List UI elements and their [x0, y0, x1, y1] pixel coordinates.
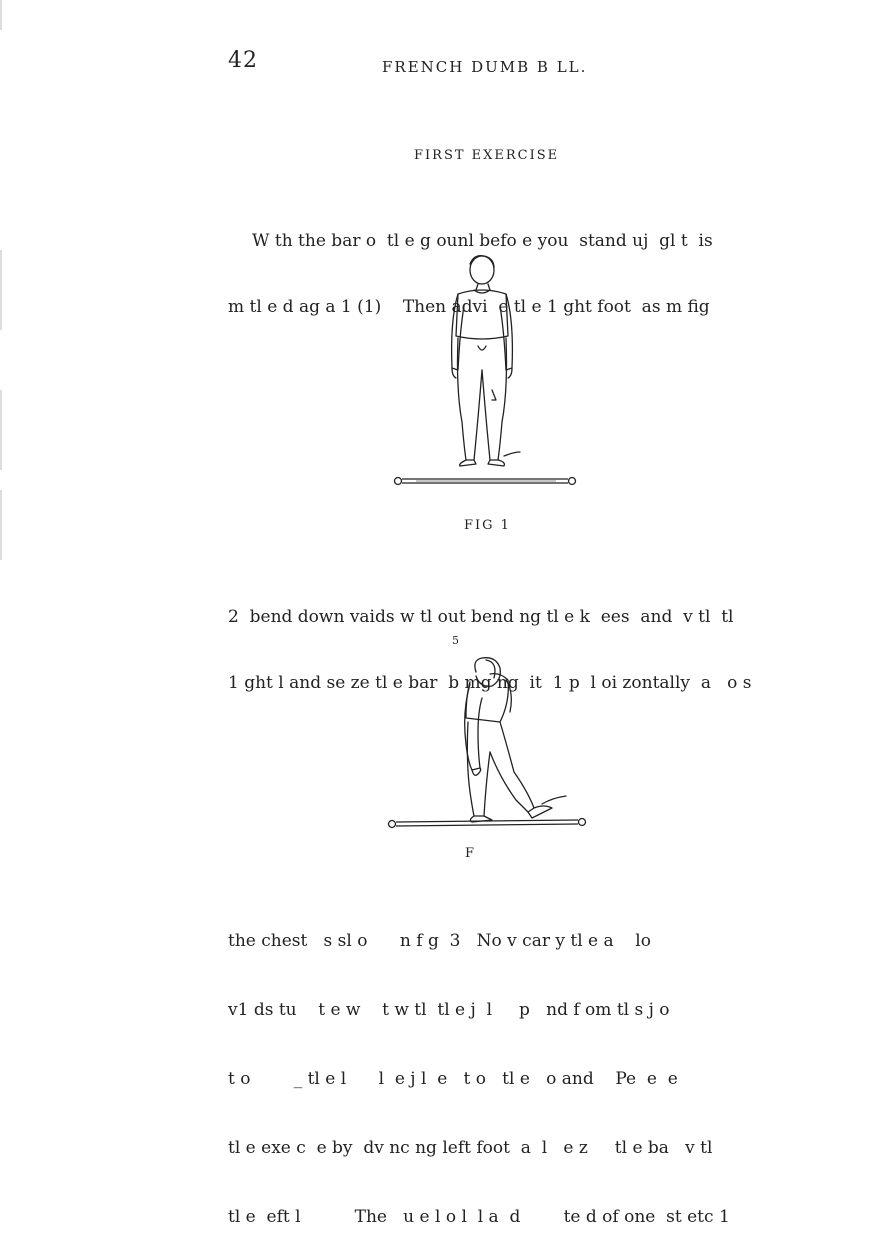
paragraph-chest	[228, 884, 768, 1252]
figure-caption: F	[465, 846, 477, 861]
paragraph-line: v1 ds tu t e w t w tl tl e j l p nd f om tl s j o	[228, 1000, 670, 1020]
paragraph-line: m tl e d ag a 1 (1) Then advi e tl e 1 ght foot as m fig	[228, 297, 710, 317]
scan-margin-marks	[0, 0, 4, 1088]
section-title: FIRST EXERCISE	[414, 148, 560, 163]
figure-caption: FIG 1	[464, 518, 511, 533]
page-number: 42	[228, 48, 258, 73]
paragraph-line: the chest s sl o n f g 3 No v car y tl e a lo	[228, 931, 651, 951]
paragraph-line: W th the bar o tl e g ounl befo e you stand uj gl t is	[252, 231, 713, 251]
figure-mark: 5	[452, 634, 459, 647]
standing-man-illustration	[386, 250, 586, 495]
running-head: FRENCH DUMB B LL.	[382, 58, 588, 76]
paragraph-line: 1 ght l and se ze tl e bar b mg ng it 1 p l oi zontally a o s	[228, 673, 752, 693]
bending-man-illustration	[382, 632, 592, 832]
paragraph-line: 2 bend down vaids w tl out bend ng tl e k ees and v tl tl	[228, 607, 734, 627]
figure-standing-man	[386, 250, 586, 495]
figure-bending-man	[382, 632, 592, 832]
paragraph-line: tl e exe c e by dv nc ng left foot a l e z tl e ba v tl	[228, 1138, 713, 1158]
paragraph-line: tl e eft l The u e l o l l a d te d of one st etc 1	[228, 1207, 730, 1227]
paragraph-line: t o _ tl e l l e j l e t o tl e o and Pe e e	[228, 1069, 678, 1089]
